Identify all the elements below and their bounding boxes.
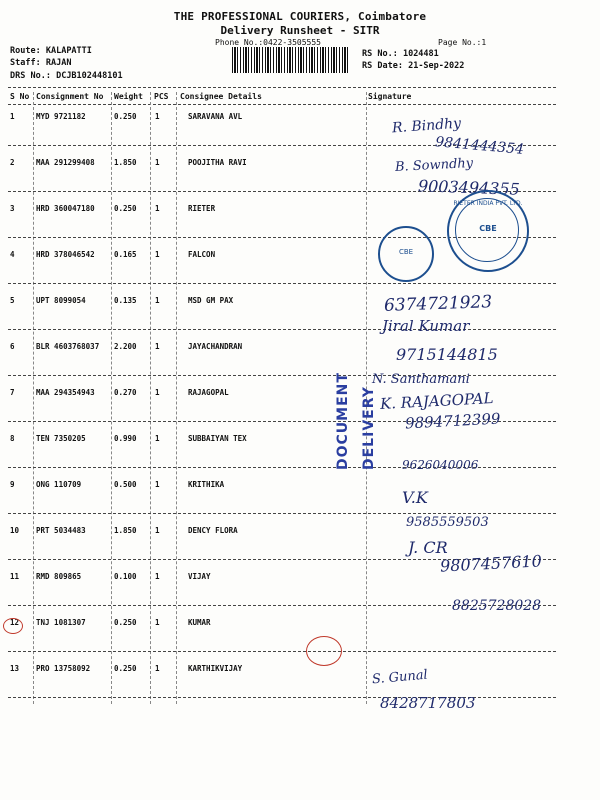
col-separator [150, 92, 151, 704]
phone-r7: 9894712399 [404, 409, 501, 433]
row-consignee: KUMAR [188, 618, 211, 627]
col-separator [111, 92, 112, 704]
row-consignee: KRITHIKA [188, 480, 225, 489]
signature-r1: R. Bindhy [391, 115, 462, 137]
row-pcs: 1 [155, 618, 160, 627]
red-circle-mark [3, 618, 23, 634]
row-consignee: SARAVANA AVL [188, 112, 243, 121]
row-sno: 3 [10, 204, 15, 213]
row-consignee: MSD GM PAX [188, 296, 234, 305]
small-round-stamp [378, 226, 434, 282]
col-signature: Signature [368, 92, 412, 101]
phone-r1: 9841444354 [434, 134, 525, 158]
row-consignment-no: MAA 294354943 [36, 388, 95, 397]
phone-r10: 9585559503 [406, 515, 489, 530]
row-consignment-no: UPT 8099054 [36, 296, 86, 305]
phone-r2: 9003494355 [417, 176, 521, 199]
phone-r8: 9626040006 [402, 458, 479, 472]
signature-r7b: K. RAJAGOPAL [379, 389, 494, 413]
row-pcs: 1 [155, 342, 160, 351]
route-row [10, 46, 92, 56]
rs-number-row [362, 49, 439, 59]
row-pcs: 1 [155, 434, 160, 443]
phone-r5: 6374721923 [383, 292, 493, 316]
red-circle-mark [306, 636, 342, 666]
rs-date-row [362, 61, 464, 71]
table-head-rule [8, 104, 556, 105]
staff-value: RAJAN [45, 58, 72, 68]
row-sno: 7 [10, 388, 15, 397]
drs-value: DCJB102448101 [56, 71, 123, 81]
row-weight: 0.250 [114, 618, 137, 627]
row-sno: 10 [10, 526, 20, 535]
signature-r13: S. Gunal [371, 667, 429, 688]
row-sno: 2 [10, 158, 15, 167]
phone-r11a: 9807457610 [439, 551, 543, 576]
table-top-rule [8, 87, 556, 88]
row-pcs: 1 [155, 112, 160, 121]
signature-r2: B. Sowndhy [394, 155, 474, 176]
runsheet-subtitle: Delivery Runsheet - SITR [220, 24, 380, 37]
col-weight: Weight [114, 92, 143, 101]
phone-number: Phone No.:0422-3505555 [215, 38, 321, 47]
row-sno: 6 [10, 342, 15, 351]
row-divider [8, 513, 556, 514]
row-pcs: 1 [155, 526, 160, 535]
row-consignee: JAYACHANDRAN [188, 342, 243, 351]
phone-r13: 8428717803 [380, 694, 476, 712]
stamp-center-text: CBE [479, 224, 497, 233]
rs-number-value: 1024481 [402, 49, 439, 59]
row-pcs: 1 [155, 296, 160, 305]
row-consignee: KARTHIKVIJAY [188, 664, 243, 673]
row-divider [8, 651, 556, 652]
row-consignee: POOJITHA RAVI [188, 158, 247, 167]
row-consignment-no: PRO 13758092 [36, 664, 91, 673]
col-separator [33, 92, 34, 704]
row-pcs: 1 [155, 572, 160, 581]
row-consignment-no: HRD 360047180 [36, 204, 95, 213]
row-sno: 8 [10, 434, 15, 443]
signature-r6: Jiral Kumar [382, 317, 470, 335]
row-consignee: VIJAY [188, 572, 211, 581]
row-consignment-no: MAA 291299408 [36, 158, 95, 167]
row-weight: 0.990 [114, 434, 137, 443]
document-delivery-stamp: DOCUMENT DELIVERY [335, 372, 377, 470]
row-consignment-no: TNJ 1081307 [36, 618, 86, 627]
rs-number-label: RS No.: [362, 49, 398, 59]
row-consignment-no: ONG 110709 [36, 480, 82, 489]
row-weight: 0.250 [114, 664, 137, 673]
route-label: Route: [10, 46, 41, 56]
signature-r10: J. CR [408, 538, 448, 557]
col-consignee: Consignee Details [180, 92, 262, 101]
row-weight: 0.250 [114, 112, 137, 121]
row-consignee: RAJAGOPAL [188, 388, 229, 397]
row-weight: 0.165 [114, 250, 137, 259]
barcode [232, 47, 350, 73]
row-pcs: 1 [155, 388, 160, 397]
col-sno: S No [10, 92, 30, 101]
signature-r9: V.K [402, 488, 428, 507]
col-consignment: Consignment No [36, 92, 104, 101]
company-round-stamp [447, 190, 529, 272]
row-divider [8, 375, 556, 376]
row-consignee: DENCY FLORA [188, 526, 238, 535]
page-number: Page No.:1 [438, 38, 487, 47]
row-consignee: SUBBAIYAN TEX [188, 434, 247, 443]
row-sno: 12 [10, 618, 20, 627]
row-consignee: RIETER [188, 204, 216, 213]
stamp-ring-text: RIETER INDIA PVT. LTD. [453, 200, 523, 207]
row-weight: 0.135 [114, 296, 137, 305]
col-separator [176, 92, 177, 704]
row-pcs: 1 [155, 250, 160, 259]
staff-row [10, 58, 71, 68]
row-consignment-no: TEN 7350205 [36, 434, 86, 443]
row-weight: 1.850 [114, 158, 137, 167]
row-pcs: 1 [155, 204, 160, 213]
row-weight: 0.250 [114, 204, 137, 213]
row-sno: 1 [10, 112, 15, 121]
row-consignment-no: MYD 9721182 [36, 112, 86, 121]
row-pcs: 1 [155, 480, 160, 489]
row-weight: 0.100 [114, 572, 137, 581]
row-consignment-no: BLR 4603768037 [36, 342, 100, 351]
row-consignee: FALCON [188, 250, 216, 259]
row-weight: 2.200 [114, 342, 137, 351]
row-consignment-no: RMD 809865 [36, 572, 82, 581]
row-pcs: 1 [155, 664, 160, 673]
col-pcs: PCS [154, 92, 169, 101]
row-pcs: 1 [155, 158, 160, 167]
route-value: KALAPATTI [45, 46, 92, 56]
signature-r7a: N. Santhamani [372, 372, 470, 387]
drs-row [10, 71, 123, 81]
row-sno: 9 [10, 480, 15, 489]
company-title: THE PROFESSIONAL COURIERS, Coimbatore [173, 10, 427, 23]
rs-date-label: RS Date: [362, 61, 403, 71]
staff-label: Staff: [10, 58, 41, 68]
row-sno: 5 [10, 296, 15, 305]
row-sno: 11 [10, 572, 20, 581]
row-weight: 0.270 [114, 388, 137, 397]
drs-label: DRS No.: [10, 71, 51, 81]
row-sno: 4 [10, 250, 15, 259]
row-consignment-no: HRD 378046542 [36, 250, 95, 259]
row-weight: 0.500 [114, 480, 137, 489]
row-weight: 1.850 [114, 526, 137, 535]
row-consignment-no: PRT 5034483 [36, 526, 86, 535]
small-stamp-text: CBE [398, 248, 414, 256]
row-sno: 13 [10, 664, 20, 673]
row-divider [8, 283, 556, 284]
phone-r11b: 8825728028 [452, 598, 542, 614]
row-divider [8, 329, 556, 330]
rs-date-value: 21-Sep-2022 [408, 61, 465, 71]
phone-r6: 9715144815 [396, 345, 498, 364]
